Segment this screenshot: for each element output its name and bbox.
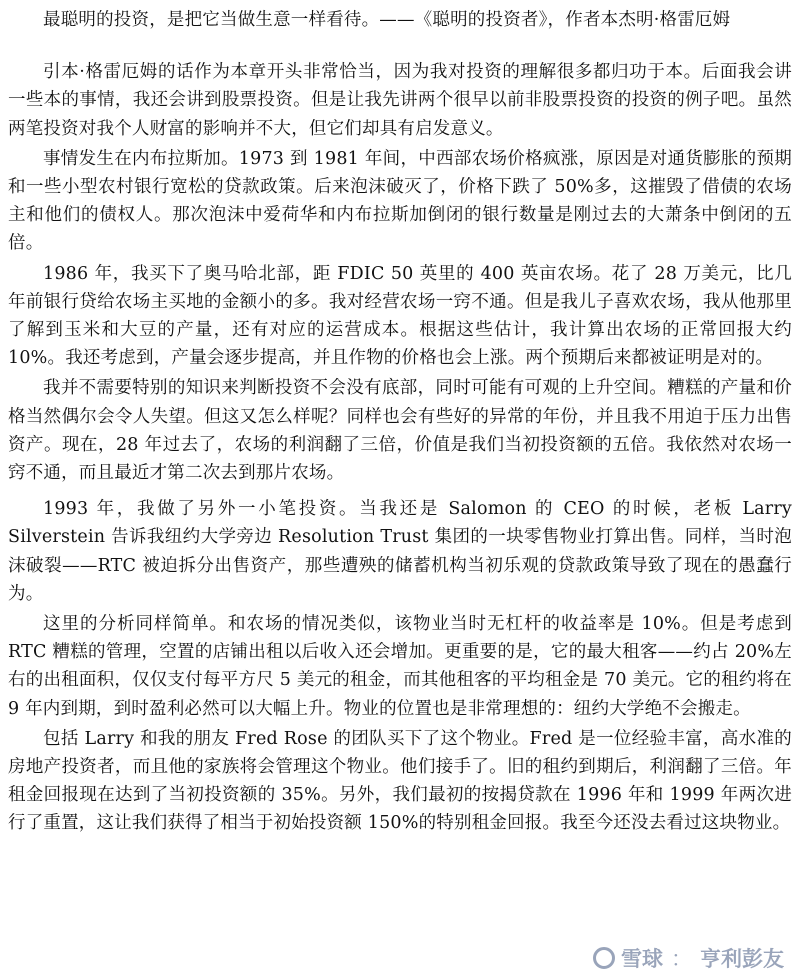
paragraph-intro: 引本·格雷厄姆的话作为本章开头非常恰当，因为我对投资的理解很多都归功于本。后面我会讲一些本的事情，我还会讲到股票投资。但是让我先讲两个很早以前非股票投资的投资的例子吧。虽然两笔投资对我个人财富的影响并不大，但它们却具有启发意义。 [8,62,792,139]
paragraph-nyu-property: 1993 年，我做了另外一小笔投资。当我还是 Salomon 的 CEO 的时候，老板 Larry Silverstein 告诉我纽约大学旁边 Resolution Trust 集团的一块零售物业打算出售。同样，当时泡沫破裂——RTC 被迫拆分出售资产，那些遭殃的储蓄机构当初乐观的贷款政策导致了现在的愚蠢行为。 [8,499,792,604]
article-body [8,6,792,838]
watermark-author: 亨利彭友 [700,947,784,971]
paragraph-property-outcome: 包括 Larry 和我的朋友 Fred Rose 的团队买下了这个物业。Fred 是一位经验丰富，高水准的房地产投资者，而且他的家族将会管理这个物业。他们接手了。旧的租约到期后，利润翻了三倍。年租金回报现在达到了当初投资额的 35%。另外，我们最初的按揭贷款在 1996 年和 1999 年两次进行了重置，这让我们获得了相当于初始投资额 150%的特别租金回报。我至今还没去看过这块物业。 [8,728,792,834]
paragraph-property-analysis: 这里的分析同样简单。和农场的情况类似，该物业当时无杠杆的收益率是 10%。但是考虑到 RTC 糟糕的管理，空置的店铺出租以后收入还会增加。更重要的是，它的最大租客——约占 20%左右的出租面积，仅仅支付每平方尺 5 美元的租金，而其他租客的平均租金是 70 美元。它的租约将在 9 年内到期，到时盈利必然可以大幅上升。物业的位置也是非常理想的：纽约大学绝不会搬走。 [8,614,792,719]
watermark-brand: 雪球 [621,947,663,971]
xueqiu-logo-icon [593,947,615,969]
opening-quote: 最聪明的投资，是把它当做生意一样看待。——《聪明的投资者》，作者本杰明·格雷厄姆 [43,10,731,30]
paragraph-nebraska: 事情发生在内布拉斯加。1973 到 1981 年间，中西部农场价格疯涨，原因是对通货膨胀的预期和一些小型农村银行宽松的贷款政策。后来泡沫破灭了，价格下跌了 50%多，这摧毁了借债的农场主和他们的债权人。那次泡沫中爱荷华和内布拉斯加倒闭的银行数量是刚过去的大萧条中倒闭的五倍。 [8,148,792,254]
xueqiu-watermark [593,943,784,973]
paragraph-farm-purchase: 1986 年，我买下了奥马哈北部，距 FDIC 50 英里的 400 英亩农场。花了 28 万美元，比几年前银行贷给农场主买地的金额小的多。我对经营农场一窍不通。但是我儿子喜欢农场，我从他那里了解到玉米和大豆的产量，还有对应的运营成本。根据这些估计，我计算出农场的正常回报大约 10%。我还考虑到，产量会逐步提高，并且作物的价格也会上涨。两个预期后来都被证明是对的。 [8,263,792,369]
paragraph-farm-outcome: 我并不需要特别的知识来判断投资不会没有底部，同时可能有可观的上升空间。糟糕的产量和价格当然偶尔会令人失望。但这又怎么样呢？同样也会有些好的异常的年份，并且我不用迫于压力出售资产。现在，28 年过去了，农场的利润翻了三倍，价值是我们当初投资额的五倍。我依然对农场一窍不通，而且最近才第二次去到那片农场。 [8,378,792,484]
watermark-separator: ： [671,947,692,971]
paragraph-spacer [8,34,792,58]
